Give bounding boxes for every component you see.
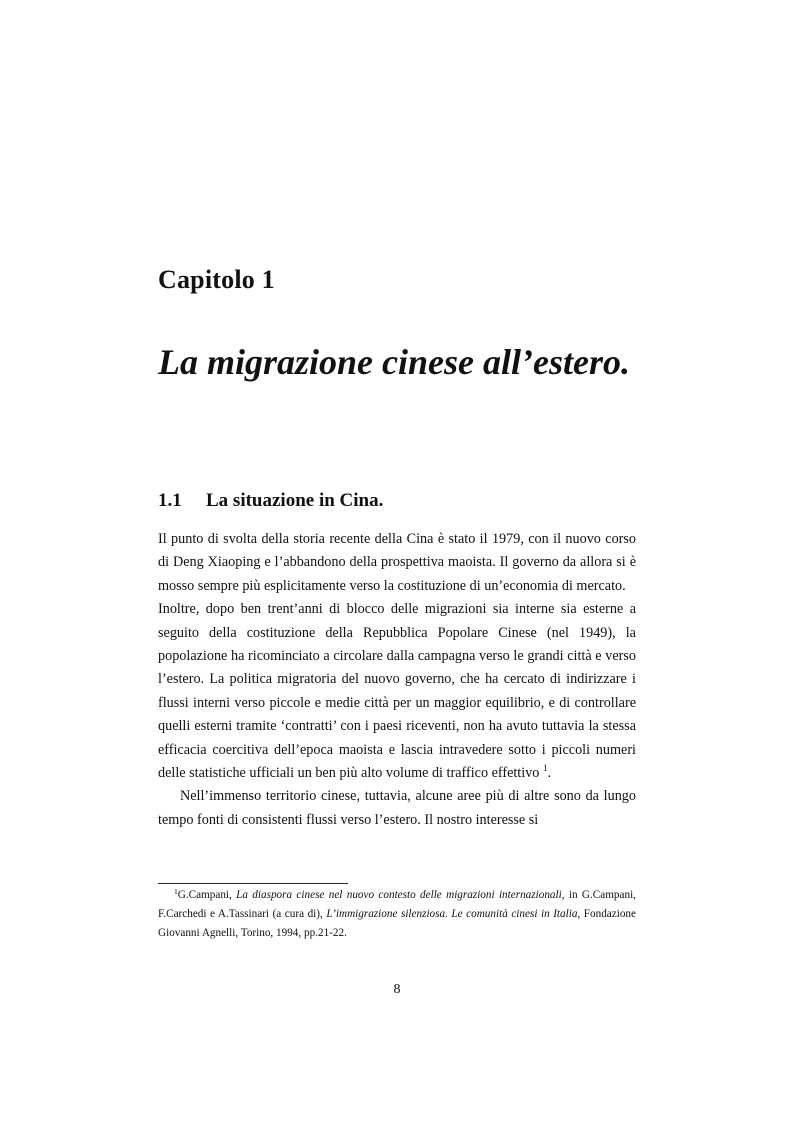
- footnote-marker: 1: [174, 887, 178, 896]
- body-text: [158, 528, 636, 832]
- paragraph-2-text: Inoltre, dopo ben trent’anni di blocco delle migrazioni sia interne sia esterne a seguito della costituzione della Repubblica Popolare Cinese (nel 1949), la popolazione ha ricominciato a circolare dalla campagna verso le grandi città e verso l’estero. La politica migratoria del nuovo governo, che ha cercato di indirizzare i flussi interni verso piccole e medie città per un maggior equilibrio, e di controllare quelli esterni tramite ‘contratti’ con i paesi riceventi, non ha avuto tuttavia la stessa efficacia coercitiva dell’epoca maoista e lascia intravedere sotto i piccoli numeri delle statistiche ufficiali un ben più alto volume di traffico effettivo: [158, 601, 636, 782]
- section-heading: [158, 490, 383, 512]
- paragraph-2: [158, 598, 636, 785]
- footnote-divider: [158, 883, 348, 884]
- paragraph-1: Il punto di svolta della storia recente della Cina è stato il 1979, con il nuovo corso di Deng Xiaoping e l’abbandono della prospettiva maoista. Il governo da allora si è mosso sempre più esplicitamente verso la costituzione di un’economia di mercato.: [158, 531, 636, 594]
- paragraph-2-end: .: [547, 765, 551, 782]
- footnote-author: G.Campani,: [177, 889, 237, 901]
- section-number: 1.1: [158, 490, 182, 511]
- page-number: 8: [393, 982, 401, 997]
- chapter-label: Capitolo 1: [158, 265, 275, 294]
- footnote-title-1: La diaspora cinese nel nuovo contesto delle migrazioni internazionali: [236, 889, 562, 901]
- footnote: [158, 886, 636, 943]
- footnote-reference[interactable]: 1: [542, 763, 548, 774]
- chapter-title: La migrazione cinese all’estero.: [158, 342, 630, 382]
- paragraph-3: Nell’immenso territorio cinese, tuttavia, alcune aree più di altre sono da lungo tempo fonti di consistenti flussi verso l’estero. Il nostro interesse si: [158, 788, 636, 828]
- footnote-title-2: L’immigrazione silenziosa. Le comunità cinesi in Italia: [326, 908, 578, 920]
- footnote-tail: , Fondazione Giovanni Agnelli, Torino, 1994, pp.21-22.: [158, 908, 636, 939]
- section-title: La situazione in Cina.: [206, 490, 384, 511]
- footnote-middle: , in G.Campani, F.Carchedi e A.Tassinari (a cura di),: [158, 889, 636, 920]
